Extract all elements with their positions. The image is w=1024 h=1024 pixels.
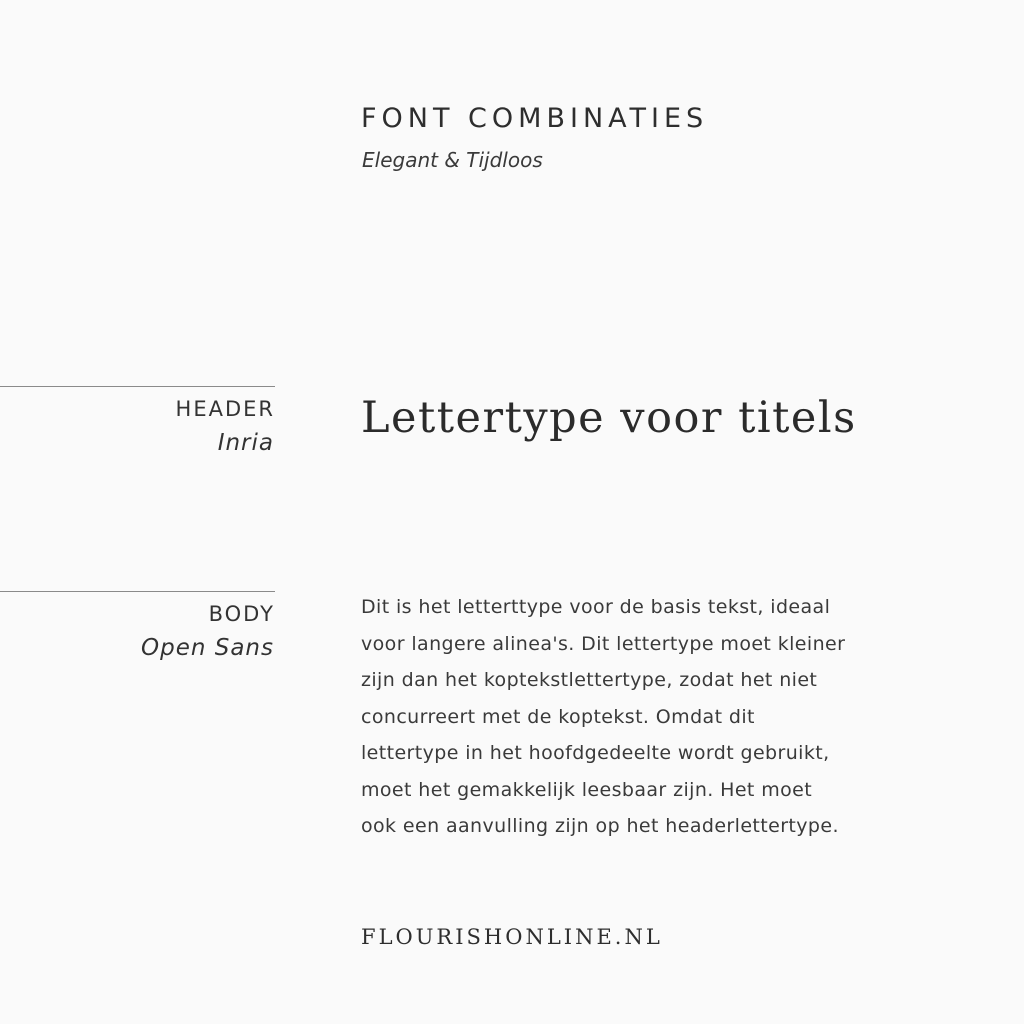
header-divider [0, 386, 275, 387]
page-title: FONT COMBINATIES [361, 103, 709, 134]
body-label: BODY [208, 602, 275, 626]
body-font-name: Open Sans [141, 635, 274, 661]
header-sample-text: Lettertype voor titels [361, 393, 857, 443]
header-font-name: Inria [217, 430, 274, 456]
body-sample-line: voor langere alinea's. Dit lettertype moet kleiner [361, 632, 846, 655]
footer-website: FLOURISHONLINE.NL [361, 925, 663, 949]
body-sample-line: concurreert met de koptekst. Omdat dit [361, 705, 755, 728]
body-sample-line: moet het gemakkelijk leesbaar zijn. Het moet [361, 778, 813, 801]
body-sample-line: zijn dan het koptekstlettertype, zodat het niet [361, 669, 818, 691]
body-sample-line: ook een aanvulling zijn op het headerlettertype. [361, 815, 839, 837]
body-sample-text [361, 589, 941, 845]
body-divider [0, 591, 275, 592]
body-sample-line: Dit is het letterttype voor de basis tekst, ideaal [361, 596, 831, 618]
body-sample-line: lettertype in het hoofdgedeelte wordt gebruikt, [361, 742, 830, 764]
header-label: HEADER [175, 397, 275, 421]
page-subtitle: Elegant & Tijdloos [362, 148, 543, 172]
